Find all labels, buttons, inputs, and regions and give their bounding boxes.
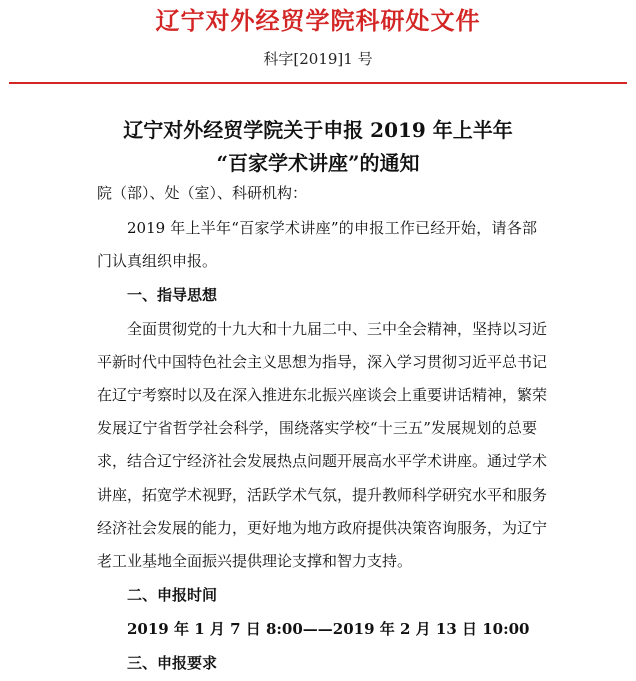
- section-heading-guiding-ideology: 一、指导思想: [127, 286, 218, 304]
- document-number: 科字[2019]1 号: [263, 50, 373, 68]
- intro-line-1: 2019 年上半年“百家学术讲座”的申报工作已经开始，请各部: [127, 219, 537, 237]
- section-heading-application-time: 二、申报时间: [127, 586, 218, 604]
- body-line-5: 求，结合辽宁经济社会发展热点问题开展高水平学术讲座。通过学术: [97, 452, 548, 470]
- institution-header-title: 辽宁对外经贸学院科研处文件: [155, 6, 481, 35]
- notice-title-line-2: “百家学术讲座”的通知: [216, 151, 420, 175]
- body-line-6: 讲座，拓宽学术视野，活跃学术气氛，提升教师科学研究水平和服务: [97, 486, 548, 504]
- section-heading-application-requirements: 三、申报要求: [127, 654, 218, 672]
- salutation: 院（部）、处（室）、科研机构：: [97, 184, 308, 202]
- body-line-2: 平新时代中国特色社会主义思想为指导，深入学习贯彻习近平总书记: [97, 353, 548, 371]
- application-time-range: 2019 年 1 月 7 日 8:00——2019 年 2 月 13 日 10:00: [127, 620, 530, 638]
- body-line-7: 经济社会发展的能力，更好地为地方政府提供决策咨询服务，为辽宁: [97, 519, 548, 537]
- body-line-3: 在辽宁考察时以及在深入推进东北振兴座谈会上重要讲话精神，繁荣: [97, 386, 548, 404]
- header-divider: [9, 82, 627, 84]
- intro-line-2: 门认真组织申报。: [97, 252, 218, 270]
- body-line-4: 发展辽宁省哲学社会科学，围绕落实学校“十三五”发展规划的总要: [97, 419, 537, 437]
- body-line-8: 老工业基地全面振兴提供理论支撑和智力支持。: [97, 552, 413, 570]
- body-line-1: 全面贯彻党的十九大和十九届二中、三中全会精神，坚持以习近: [127, 320, 548, 338]
- notice-title-line-1: 辽宁对外经贸学院关于申报 2019 年上半年: [123, 118, 513, 142]
